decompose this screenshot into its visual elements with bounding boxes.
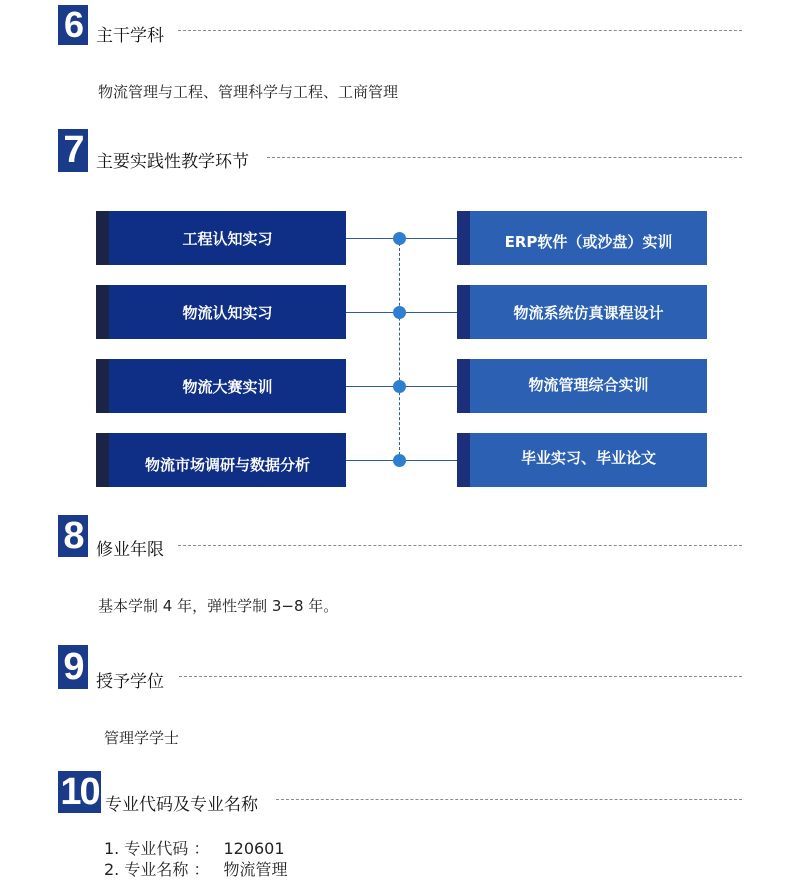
section-number-7: 7 bbox=[58, 129, 88, 172]
major-name-label: 2. 专业名称 ： bbox=[104, 860, 210, 879]
section-number-8: 8 bbox=[58, 515, 88, 557]
practice-right-3-label: 物流管理综合实训 bbox=[528, 375, 649, 394]
major-name-line bbox=[104, 857, 287, 880]
section-title-9: 授予学位 bbox=[96, 672, 164, 692]
section-number-9: 9 bbox=[58, 645, 88, 689]
practice-left-4 bbox=[96, 433, 346, 487]
practice-left-3-label: 物流大赛实训 bbox=[182, 377, 273, 396]
main-disciplines-text: 物流管理与工程、管理科学与工程、工商管理 bbox=[98, 83, 399, 101]
major-code-value: 120601 bbox=[223, 839, 285, 858]
section-divider-9 bbox=[179, 676, 742, 677]
major-code-label: 1. 专业代码 ： bbox=[104, 839, 210, 858]
practice-left-3 bbox=[96, 359, 346, 413]
connector-dot-3 bbox=[393, 380, 406, 393]
practice-right-1 bbox=[457, 211, 707, 265]
practice-right-2-label: 物流系统仿真课程设计 bbox=[513, 303, 664, 322]
section-title-6: 主干学科 bbox=[96, 26, 164, 46]
section-title-10: 专业代码及专业名称 bbox=[105, 795, 258, 815]
connector-dot-2 bbox=[393, 306, 406, 319]
connector-dot-1 bbox=[393, 232, 406, 245]
practice-left-4-label: 物流市场调研与数据分析 bbox=[144, 455, 310, 474]
section-title-7: 主要实践性教学环节 bbox=[96, 152, 249, 172]
section-divider-10 bbox=[276, 799, 742, 800]
practice-left-1 bbox=[96, 211, 346, 265]
study-duration-text: 基本学制 4 年，弹性学制 3−8 年。 bbox=[98, 597, 339, 615]
degree-text: 管理学学士 bbox=[104, 729, 180, 747]
major-code-line bbox=[104, 836, 285, 859]
major-name-value: 物流管理 bbox=[223, 860, 288, 879]
practice-right-1-label: ERP软件（或沙盘）实训 bbox=[504, 232, 673, 251]
practice-left-2-label: 物流认知实习 bbox=[182, 303, 273, 322]
practice-right-2 bbox=[457, 285, 707, 339]
practice-left-2 bbox=[96, 285, 346, 339]
section-divider-8 bbox=[178, 545, 742, 546]
section-number-6: 6 bbox=[58, 5, 88, 45]
connector-dot-4 bbox=[393, 454, 406, 467]
practice-right-3 bbox=[457, 359, 707, 413]
section-divider-6 bbox=[178, 30, 742, 31]
section-title-8: 修业年限 bbox=[96, 540, 164, 560]
practice-right-4 bbox=[457, 433, 707, 487]
connector-vertical bbox=[399, 238, 400, 460]
section-divider-7 bbox=[267, 157, 742, 158]
practice-right-4-label: 毕业实习、毕业论文 bbox=[520, 448, 656, 467]
section-number-10: 10 bbox=[58, 771, 101, 813]
practice-left-1-label: 工程认知实习 bbox=[182, 229, 273, 248]
